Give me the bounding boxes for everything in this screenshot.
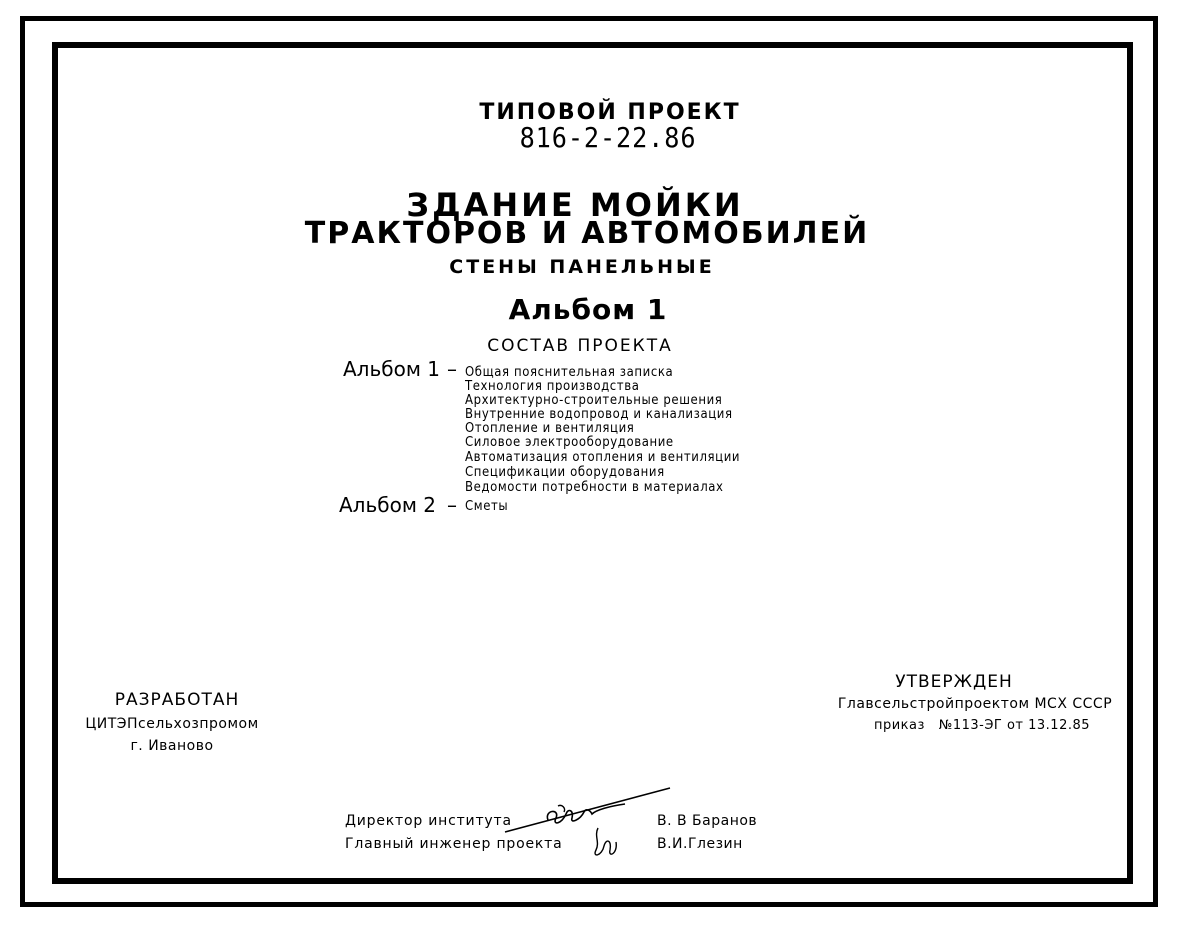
list-item: Сметы — [465, 499, 509, 514]
list-item: Технология производства — [465, 379, 640, 394]
developed-heading: РАЗРАБОТАН — [114, 690, 240, 710]
director-role: Директор института — [345, 813, 512, 829]
list-item: Силовое электрооборудование — [465, 435, 674, 450]
title-line-2: ТРАКТОРОВ И АВТОМОБИЛЕЙ — [304, 216, 870, 251]
list-item: Отопление и вентиляция — [465, 421, 635, 436]
list-item: Внутренние водопровод и канализация — [465, 407, 733, 422]
album-2-dash: – — [447, 493, 457, 517]
approved-heading: УТВЕРЖДЕН — [895, 672, 1013, 692]
title-line-1: ЗДАНИЕ МОЙКИ — [406, 186, 744, 224]
album-1-dash: – — [447, 357, 457, 381]
handwritten-signatures — [500, 780, 680, 870]
developed-city: г. Иваново — [130, 738, 214, 754]
engineer-role: Главный инженер проекта — [345, 836, 563, 852]
list-item: Спецификации оборудования — [465, 465, 665, 480]
album-1-label: Альбом 1 — [343, 357, 440, 381]
developed-organization: ЦИТЭПсельхозпромом — [85, 716, 259, 732]
list-item: Автоматизация отопления и вентиляции — [465, 450, 741, 465]
approved-organization: Главсельстройпроектом МСХ СССР — [837, 696, 1113, 712]
list-item: Ведомости потребности в материалах — [465, 480, 724, 495]
album-title: Альбом 1 — [508, 293, 668, 326]
approved-order: приказ №113-ЭГ от 13.12.85 — [873, 718, 1091, 733]
director-name: В. В Баранов — [657, 813, 758, 829]
title-line-3: СТЕНЫ ПАНЕЛЬНЫЕ — [449, 256, 715, 278]
composition-heading: СОСТАВ ПРОЕКТА — [487, 336, 673, 356]
project-type: ТИПОВОЙ ПРОЕКТ — [479, 100, 741, 125]
list-item: Архитектурно-строительные решения — [465, 393, 723, 408]
project-number: 816-2-22.86 — [519, 121, 697, 154]
list-item: Общая пояснительная записка — [465, 365, 674, 380]
album-2-label: Альбом 2 — [339, 493, 436, 517]
engineer-name: В.И.Глезин — [657, 836, 743, 852]
